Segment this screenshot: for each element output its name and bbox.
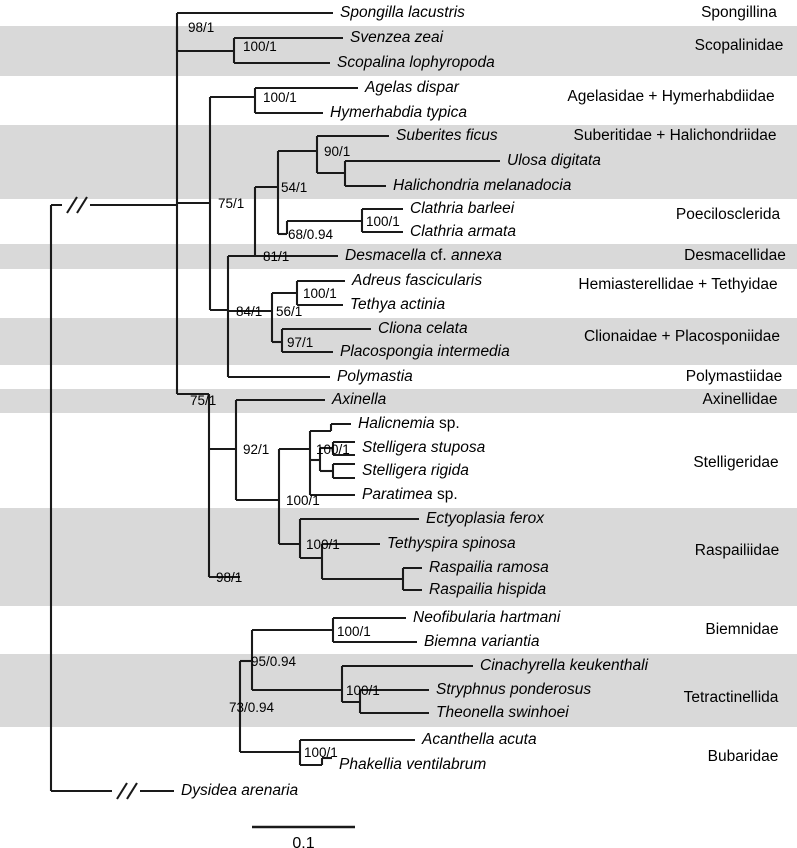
clade-label: Hemiasterellidae + Tethyidae xyxy=(578,276,778,293)
taxon-label: Tethyspira spinosa xyxy=(387,535,516,552)
support-value: 95/0.94 xyxy=(251,654,297,669)
clade-label: Clionaidae + Placosponiidae xyxy=(583,328,781,345)
taxon-label: Desmacella cf. annexa xyxy=(345,247,502,264)
taxon-label: Tethya actinia xyxy=(350,296,446,313)
support-value: 92/1 xyxy=(243,442,270,457)
taxon-label: Adreus fascicularis xyxy=(352,272,483,289)
support-value: 98/1 xyxy=(188,20,215,35)
taxon-label: Axinella xyxy=(332,391,387,408)
taxon-label: Scopalina lophyropoda xyxy=(337,54,495,71)
support-value: 97/1 xyxy=(287,335,314,350)
taxon-label: Svenzea zeai xyxy=(350,29,444,46)
support-value: 100/1 xyxy=(286,493,320,508)
support-value: 98/1 xyxy=(216,570,243,585)
support-value: 100/1 xyxy=(337,624,371,639)
clade-label: Biemnidae xyxy=(705,621,779,638)
support-value: 100/1 xyxy=(316,442,350,457)
taxon-label: Ulosa digitata xyxy=(507,152,601,169)
scale-bar-label: 0.1 xyxy=(292,835,315,848)
support-value: 54/1 xyxy=(281,180,308,195)
clade-label: Spongillina xyxy=(701,4,777,21)
taxon-label: Clathria barleei xyxy=(410,200,515,217)
support-value: 100/1 xyxy=(306,537,340,552)
support-value: 100/1 xyxy=(263,90,297,105)
support-value: 100/1 xyxy=(243,39,277,54)
taxon-label: Halichondria melanadocia xyxy=(393,177,572,194)
taxon-label: Clathria armata xyxy=(410,223,516,240)
support-value: 73/0.94 xyxy=(229,700,275,715)
clade-label: Suberitidae + Halichondriidae xyxy=(573,127,777,144)
taxon-label: Spongilla lacustris xyxy=(340,4,465,21)
taxon-label: Phakellia ventilabrum xyxy=(339,756,487,773)
clade-label: Raspailiidae xyxy=(694,542,780,559)
support-value: 100/1 xyxy=(346,683,380,698)
taxon-label: Dysidea arenaria xyxy=(181,782,299,799)
clade-label: Stelligeridae xyxy=(693,454,779,471)
support-value: 100/1 xyxy=(366,214,400,229)
taxon-label: Raspailia ramosa xyxy=(429,559,549,576)
clade-label: Agelasidae + Hymerhabdiidae xyxy=(567,88,775,105)
clade-label: Tetractinellida xyxy=(683,689,779,706)
clade-label: Bubaridae xyxy=(707,748,779,765)
taxon-label: Cliona celata xyxy=(378,320,468,337)
support-value: 56/1 xyxy=(276,304,303,319)
taxon-label: Neofibularia hartmani xyxy=(413,609,561,626)
taxon-label: Theonella swinhoei xyxy=(436,704,569,721)
taxon-label: Hymerhabdia typica xyxy=(330,104,467,121)
taxon-label: Biemna variantia xyxy=(424,633,540,650)
support-value: 75/1 xyxy=(218,196,245,211)
taxon-label: Cinachyrella keukenthali xyxy=(480,657,649,674)
support-value: 81/1 xyxy=(263,249,290,264)
taxon-label: Agelas dispar xyxy=(365,79,459,96)
clade-label: Scopalinidae xyxy=(694,37,784,54)
clade-label: Poecilosclerida xyxy=(675,206,781,223)
clade-label: Axinellidae xyxy=(702,391,778,408)
taxon-label: Stelligera rigida xyxy=(362,462,469,479)
taxon-label: Suberites ficus xyxy=(396,127,498,144)
support-value: 100/1 xyxy=(303,286,337,301)
clade-label: Polymastiidae xyxy=(685,368,783,385)
support-value: 84/1 xyxy=(236,304,263,319)
taxon-label: Halicnemia sp. xyxy=(358,415,460,432)
taxon-label: Acanthella acuta xyxy=(422,731,537,748)
taxon-label: Paratimea sp. xyxy=(362,486,458,503)
taxon-label: Raspailia hispida xyxy=(429,581,547,598)
support-value: 100/1 xyxy=(304,745,338,760)
support-value: 90/1 xyxy=(324,144,351,159)
clade-label: Desmacellidae xyxy=(684,247,786,264)
taxon-label: Ectyoplasia ferox xyxy=(426,510,545,527)
taxon-label: Placospongia intermedia xyxy=(340,343,510,360)
taxon-label: Polymastia xyxy=(337,368,413,385)
taxon-label: Stryphnus ponderosus xyxy=(436,681,592,698)
support-value: 68/0.94 xyxy=(288,227,334,242)
support-value: 75/1 xyxy=(190,393,217,408)
taxon-label: Stelligera stuposa xyxy=(362,439,486,456)
